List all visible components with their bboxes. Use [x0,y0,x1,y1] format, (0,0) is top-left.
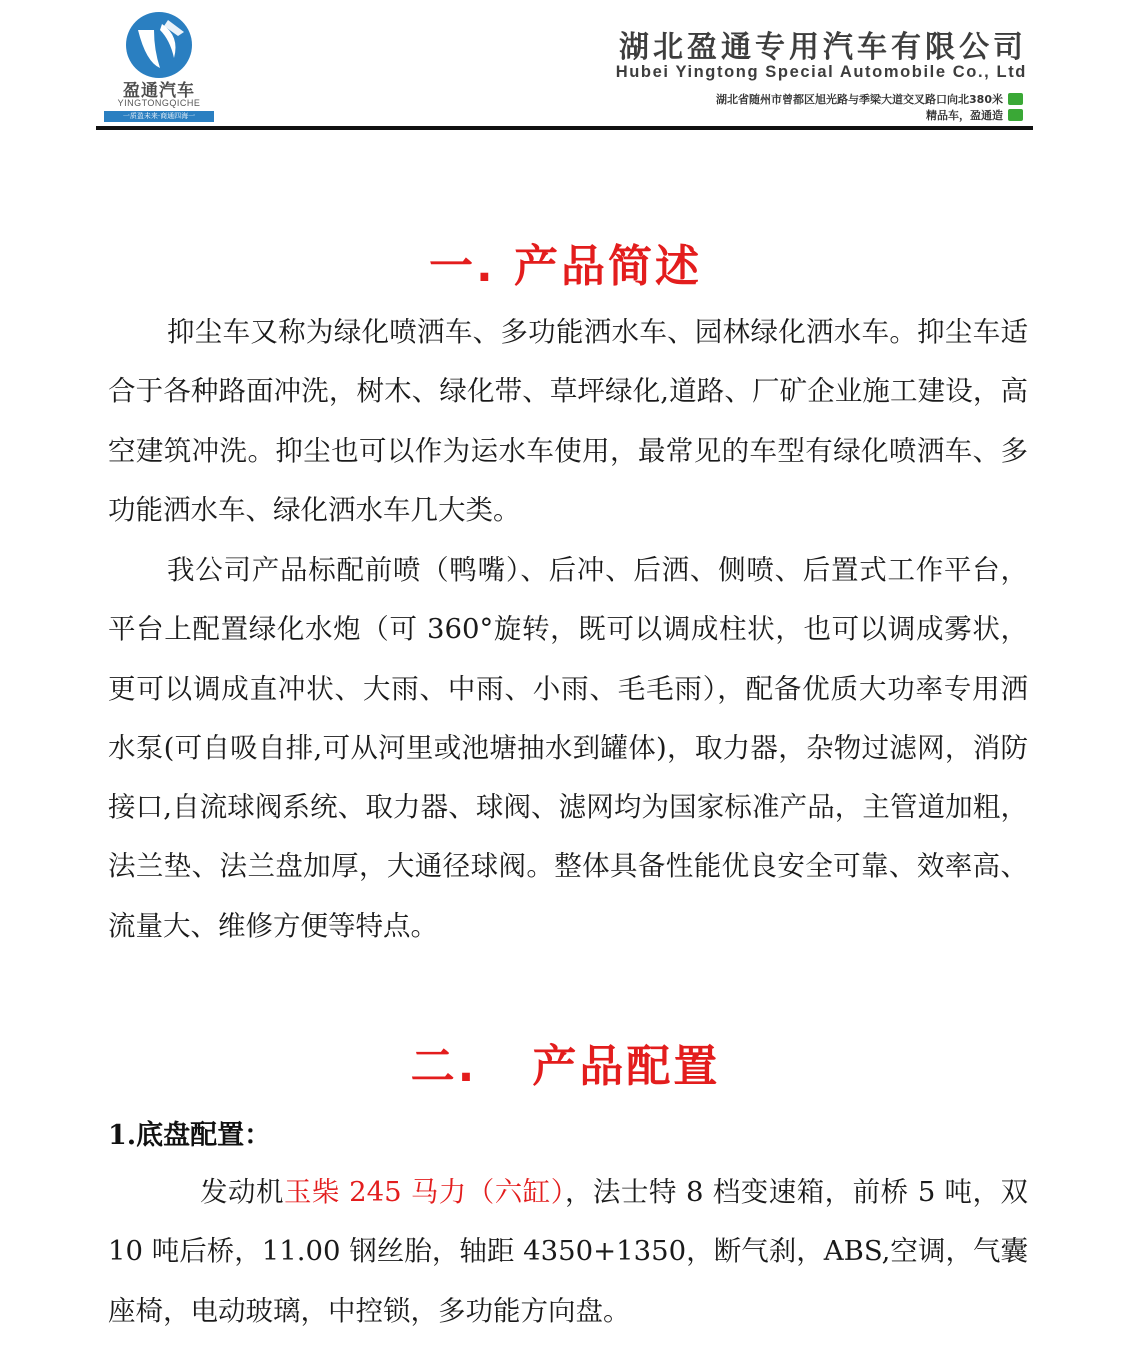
overview-paragraph-2: 我公司产品标配前喷（鸭嘴）、后冲、后洒、侧喷、后置式工作平台，平台上配置绿化水炮（可 360°旋转，既可以调成柱状，也可以调成雾状，更可以调成直冲状、大雨、中雨、小雨、毛毛雨），配备优质大功率专用洒水泵(可自吸自排,可从河里或池塘抽水到罐体)，取力器，杂物过滤网，消防接口,自流球阀系统、取力器、球阀、滤网均为国家标准产品，主管道加粗，法兰垫、法兰盘加厚，大通径球阀。整体具备性能优良安全可靠、效率高、流量大、维修方便等特点。 [108,554,1028,942]
chassis-details: ，法士特 8 档变速箱，前桥 5 吨，双 10 吨后桥，11.00 钢丝胎，轴距 4350+1350，断气刹，ABS,空调，气囊座椅，电动玻璃，中控锁，多功能方向盘。 [108,1176,1028,1327]
chassis-config-paragraph [108,1163,1028,1341]
brand-mini-icon [1008,109,1023,121]
company-address: 湖北省随州市曾都区旭光路与季梁大道交叉路口向北380米 [716,93,1003,106]
logo-english-name: YINGTONGQICHE [117,98,201,108]
chassis-config-heading: 1.底盘配置： [108,1120,272,1151]
chassis-engine-highlight: 玉柴 245 马力（六缸） [283,1176,565,1208]
company-logo [104,10,214,122]
overview-paragraph-1: 抑尘车又称为绿化喷洒车、多功能洒水车、园林绿化洒水车。抑尘车适合于各种路面冲洗，树木、绿化带、草坪绿化,道路、厂矿企业施工建设，高空建筑冲洗。抑尘也可以作为运水车使用，最常见的车型有绿化喷洒车、多功能洒水车、绿化洒水车几大类。 [108,316,1028,526]
company-name-english: Hubei Yingtong Special Automobile Co., Ltd [615,63,1027,81]
section-title-product-configuration: 二. 产品配置 [410,1041,721,1092]
section-title-product-overview: 一. 产品简述 [428,241,703,292]
company-slogan-line [926,107,1023,123]
company-slogan: 精品车，盈通造 [926,109,1003,122]
logo-chinese-name: 盈通汽车 [123,81,195,101]
header-divider [96,126,1033,130]
chassis-prefix: 发动机 [200,1176,284,1208]
letterhead [96,0,1033,132]
company-name-chinese: 湖北盈通专用汽车有限公司 [619,30,1027,65]
company-logo-icon [124,10,194,80]
company-address-line [716,91,1023,107]
logo-slogan: 一质盈未来·商通四海一 [104,111,214,122]
wechat-icon [1008,93,1023,105]
